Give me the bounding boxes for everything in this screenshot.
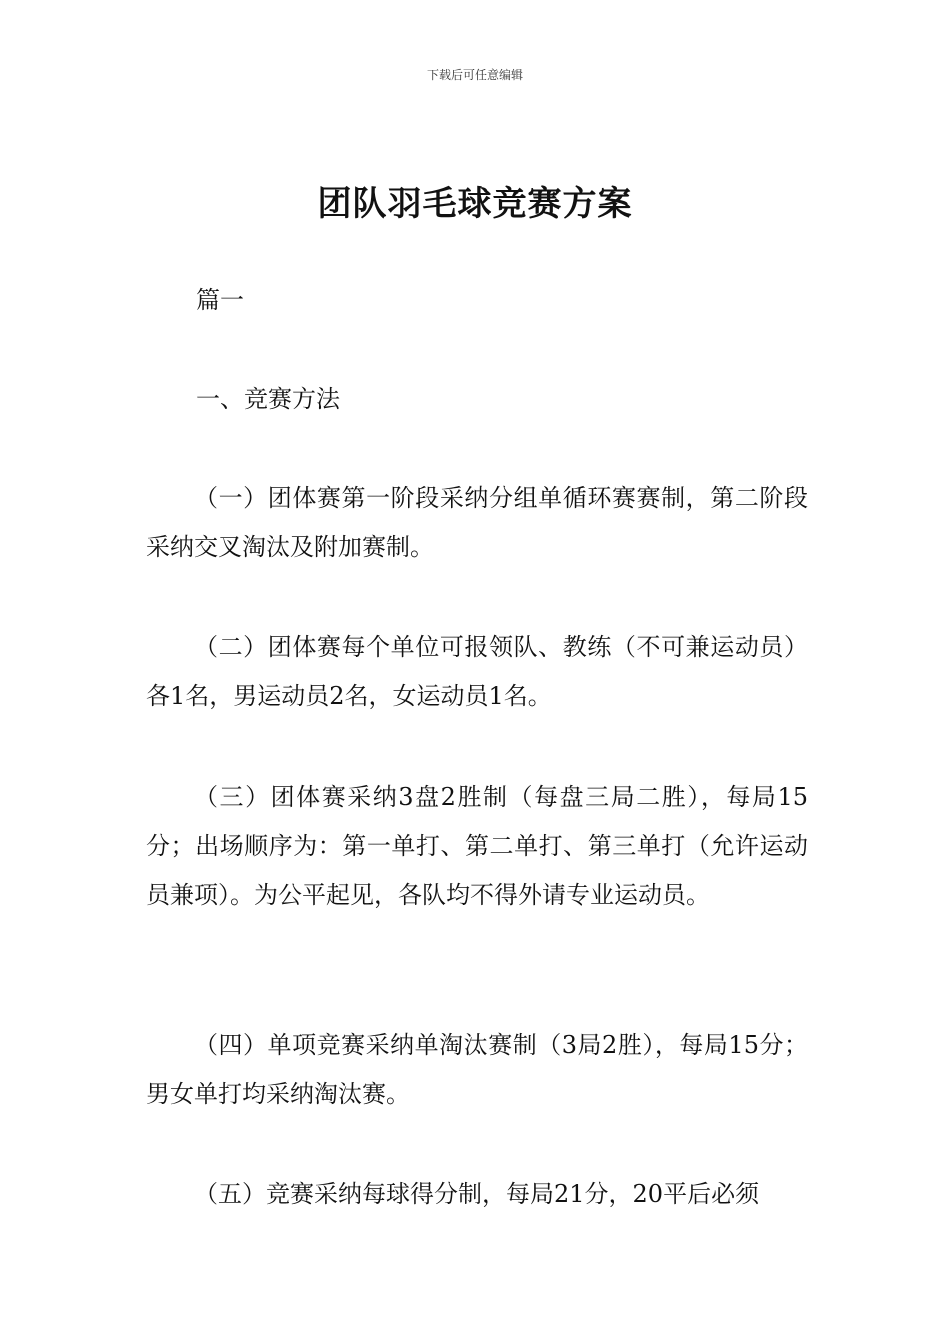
paragraph-1: （一）团体赛第一阶段采纳分组单循环赛赛制，第二阶段采纳交叉淘汰及附加赛制。 xyxy=(146,484,808,561)
paragraph-4: （四）单项竞赛采纳单淘汰赛制（3局2胜），每局15分；男女单打均采纳淘汰赛。 xyxy=(146,1031,808,1108)
header-note: 下载后可任意编辑 xyxy=(426,68,523,82)
paragraph-3: （三）团体赛采纳3盘2胜制（每盘三局二胜），每局15分；出场顺序为：第一单打、第二单打、第三单打（允许运动员兼项）。为公平起见，各队均不得外请专业运动员。 xyxy=(146,783,808,909)
paragraph-2: （二）团体赛每个单位可报领队、教练（不可兼运动员）各1名，男运动员2名，女运动员1名。 xyxy=(146,633,808,710)
paragraph-5: （五）竞赛采纳每球得分制，每局21分，20平后必须 xyxy=(194,1180,760,1208)
document-title: 团队羽毛球竞赛方案 xyxy=(317,184,633,224)
section-method-heading: 一、竞赛方法 xyxy=(196,385,340,413)
section-pian-label: 篇一 xyxy=(196,286,244,314)
